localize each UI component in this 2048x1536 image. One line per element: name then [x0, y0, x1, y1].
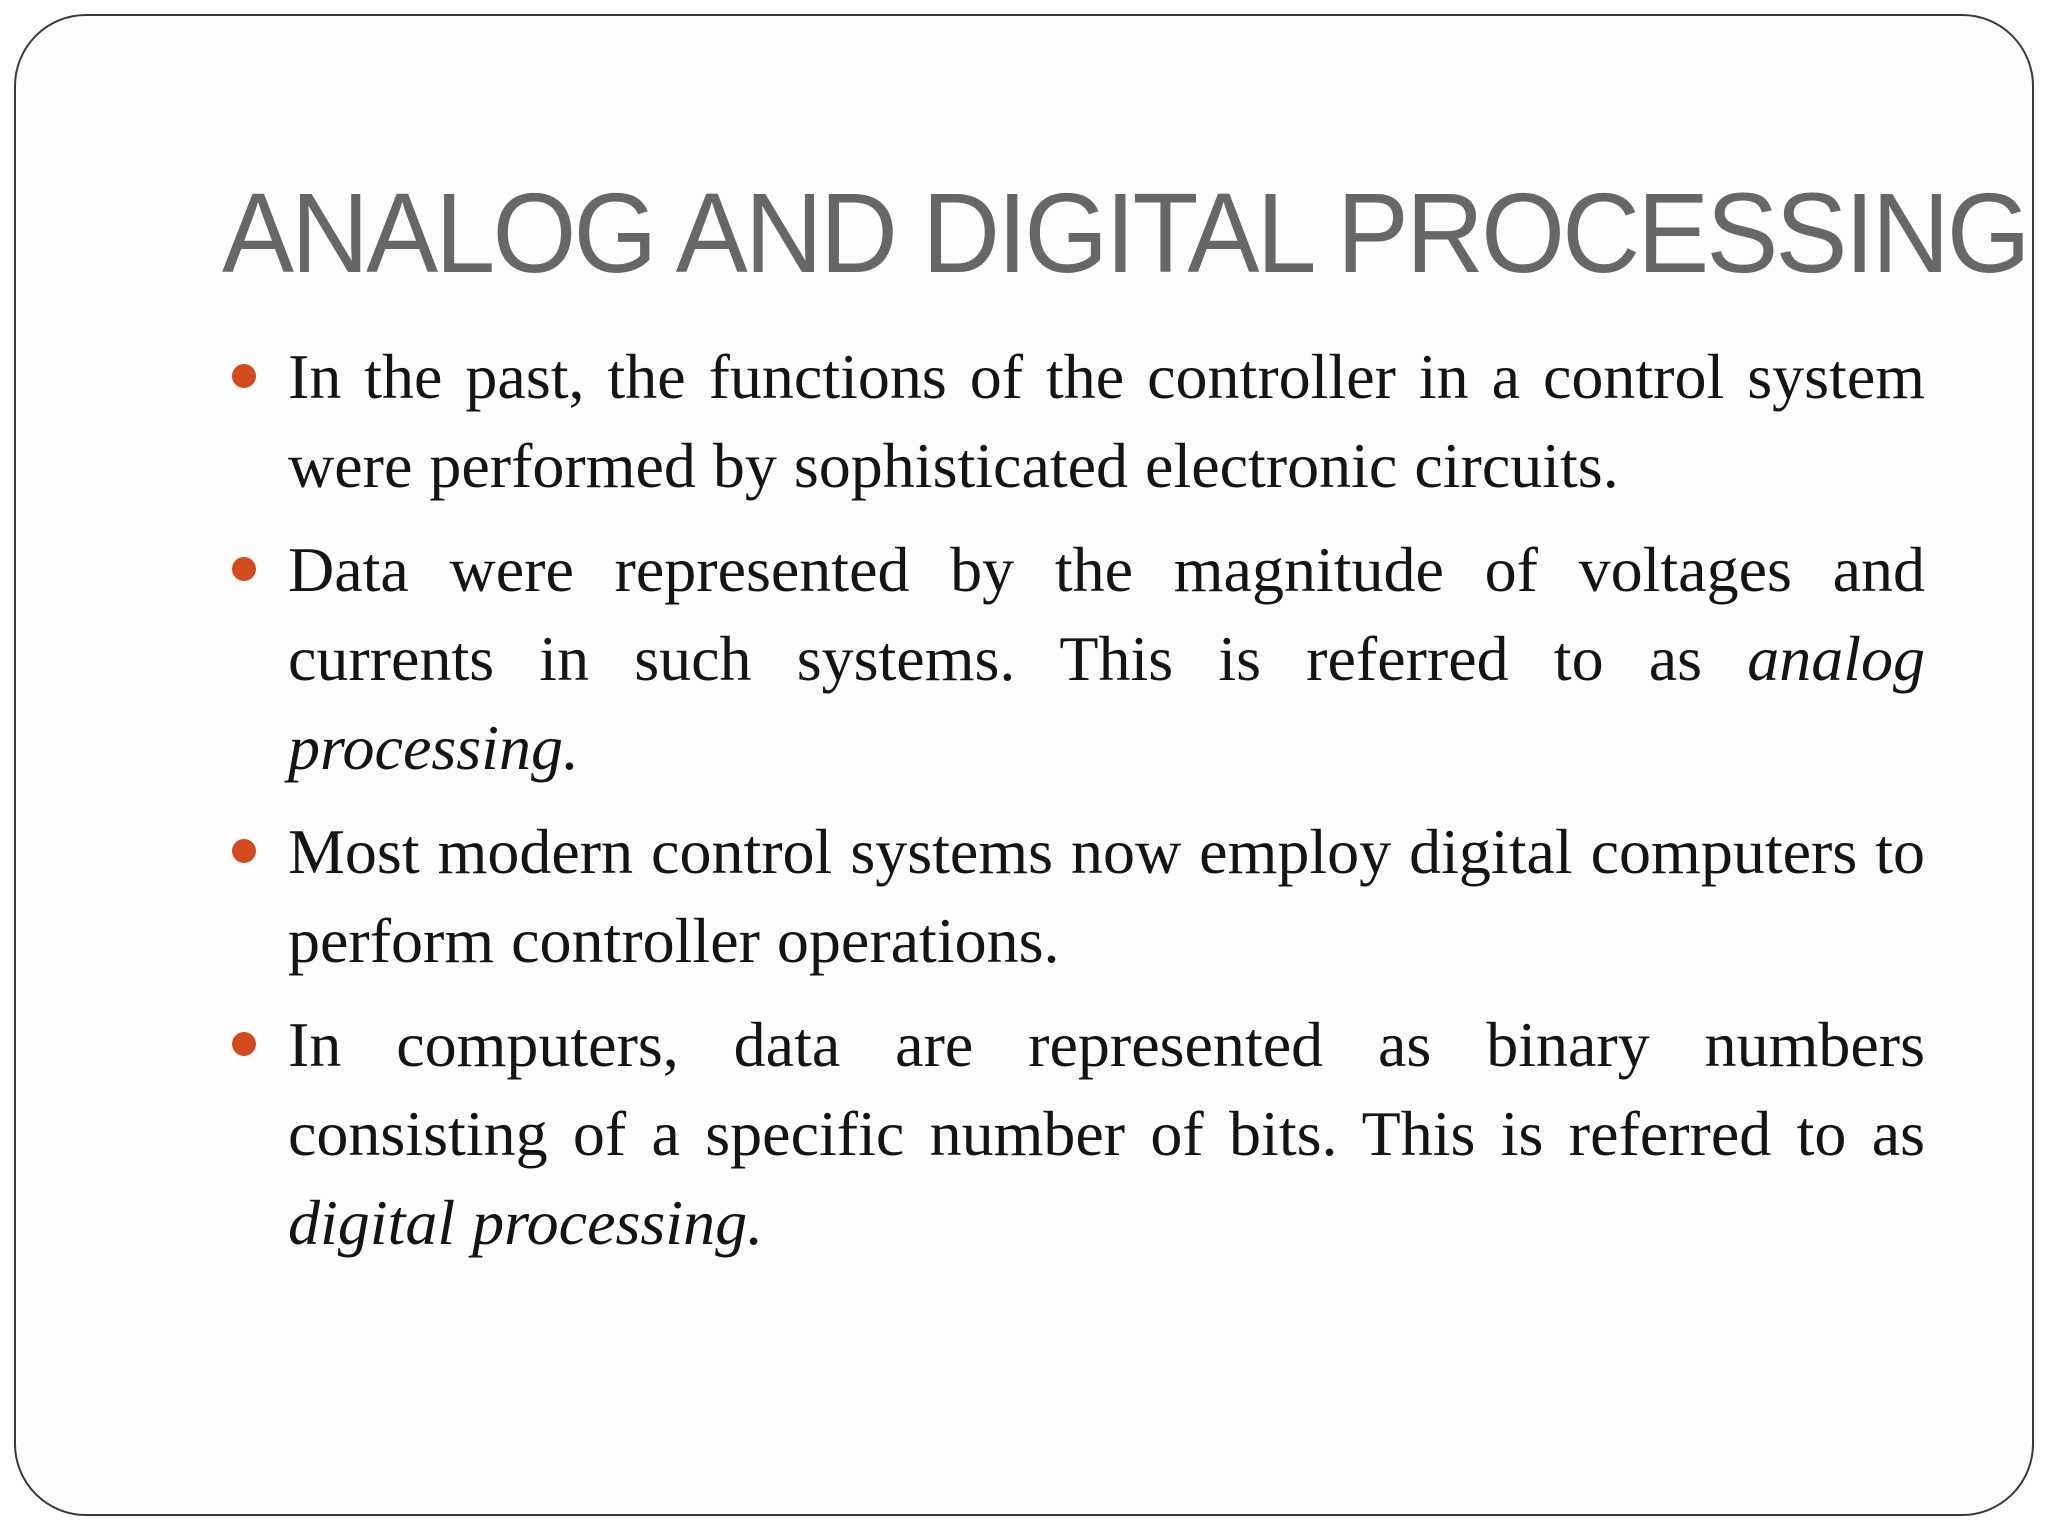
- bullet-dot-icon: [232, 1032, 256, 1056]
- bullet-italic-term: digital processing.: [288, 1187, 764, 1258]
- bullet-item: [288, 332, 1925, 510]
- bullet-dot-icon: [232, 839, 256, 863]
- slide-title: ANALOG AND DIGITAL PROCESSING: [222, 170, 2028, 296]
- bullet-text: Data were represented by the magnitude of voltages and currents in such systems. This is referred to as: [288, 534, 1925, 694]
- bullet-dot-icon: [232, 364, 256, 388]
- bullet-text: In the past, the functions of the controller in a control system were performed by sophisticated electronic circuits.: [288, 341, 1925, 501]
- bullet-item: [288, 1000, 1925, 1267]
- bullet-text: In computers, data are represented as binary numbers consisting of a specific number of bits. This is referred to as: [288, 1009, 1925, 1169]
- bullet-italic-term: analog processing.: [288, 623, 1925, 783]
- bullet-item: [288, 807, 1925, 985]
- bullet-item: [288, 525, 1925, 792]
- bullet-list: [288, 332, 1925, 1282]
- bullet-dot-icon: [232, 557, 256, 581]
- bullet-text: Most modern control systems now employ digital computers to perform controller operations.: [288, 816, 1925, 976]
